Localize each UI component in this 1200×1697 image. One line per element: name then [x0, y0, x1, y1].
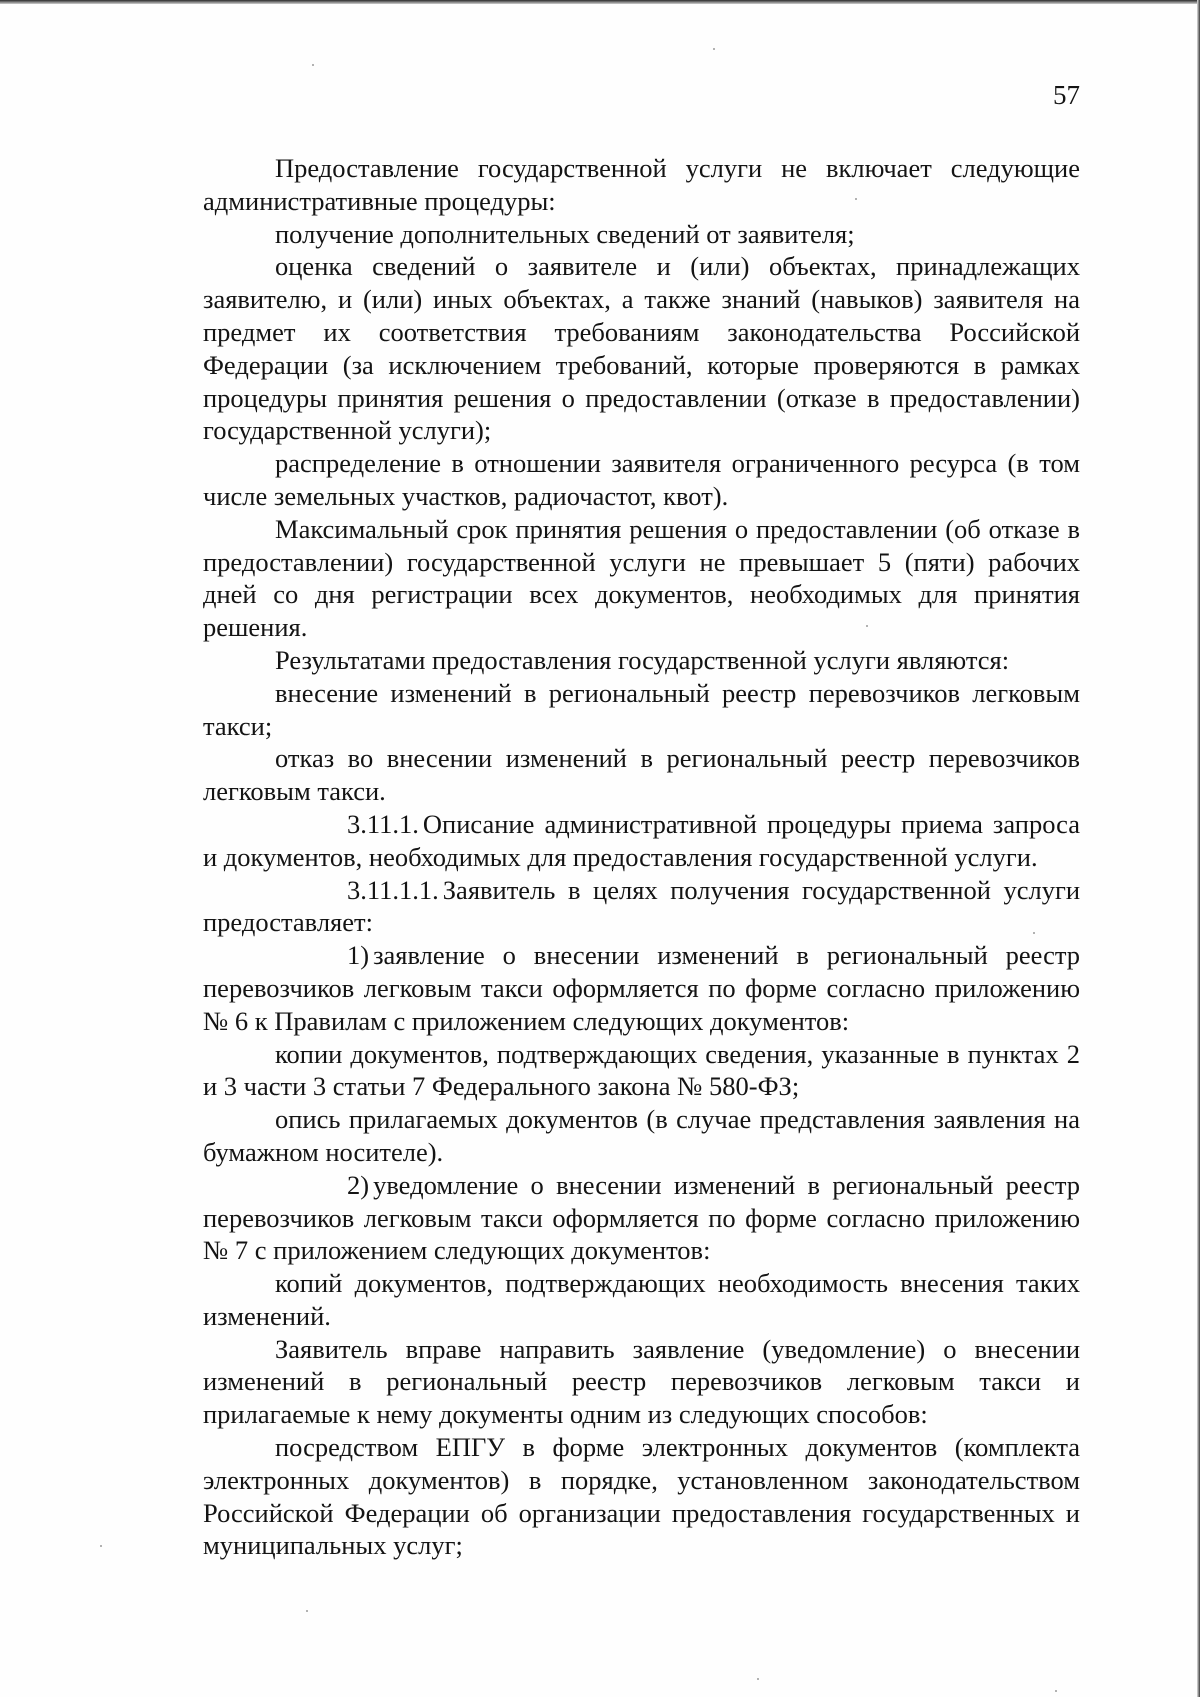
paragraph-applicant-assessment: оценка сведений о заявителе и (или) объектах, принадлежащих заявителю, и (или) иных объектах, а также знаний (навыков) заявителя на предмет их соответствия требованиям законодательства Российской Федерации (за исключением требований, которые проверяются в рамках процедуры принятия решения о предоставлении (отказе в предоставлении) государственной услуги);: [203, 251, 1080, 446]
page-number: 57: [1053, 80, 1080, 110]
paragraph-supporting-copies: копий документов, подтверждающих необходимость внесения таких изменений.: [203, 1268, 1080, 1331]
section-number: 3.11.1.: [347, 808, 419, 839]
paragraph-result-changes: внесение изменений в региональный реестр перевозчиков легковым такси;: [203, 677, 1080, 741]
scan-speck: [855, 198, 857, 200]
paragraph-section-3-11-1: [203, 808, 1080, 874]
item-number: 2): [347, 1169, 370, 1200]
section-text: Описание административной процедуры приема запроса и документов, необходимых для предоставления государственной услуги.: [203, 808, 1080, 872]
paragraph-result-refusal: отказ во внесении изменений в региональный реестр перевозчиков легковым такси.: [203, 743, 1080, 807]
scan-speck: [713, 48, 715, 50]
scan-speck: [1055, 1690, 1057, 1692]
item-text: заявление о внесении изменений в региональный реестр перевозчиков легковым такси оформляется по форме согласно приложению № 6 к Правилам с приложением следующих документов:: [203, 940, 1080, 1036]
paragraph-document-inventory: опись прилагаемых документов (в случае представления заявления на бумажном носителе).: [203, 1104, 1080, 1167]
paragraph-additional-info: получение дополнительных сведений от заявителя;: [275, 218, 855, 249]
paragraph-section-3-11-1-1: [203, 874, 1080, 940]
paragraph-item-1: [203, 939, 1080, 1037]
scan-speck: [306, 1610, 308, 1612]
section-text: Заявитель в целях получения государственной услуги предоставляет:: [203, 874, 1080, 938]
paragraph-excluded-procedures: Предоставление государственной услуги не включает следующие административные процедуры:: [203, 153, 1080, 216]
item-number: 1): [347, 940, 370, 971]
section-number: 3.11.1.1.: [347, 874, 439, 905]
paragraph-results-heading: Результатами предоставления государственной услуги являются:: [275, 644, 1010, 675]
paragraph-document-copies: копии документов, подтверждающих сведения, указанные в пунктах 2 и 3 части 3 статьи 7 Федерального закона № 580-ФЗ;: [203, 1038, 1080, 1102]
scan-speck: [866, 625, 868, 627]
scan-edge-top: [0, 0, 1200, 4]
paragraph-epgu-method: посредством ЕПГУ в форме электронных документов (комплекта электронных документов) в порядке, установленном законодательством Российской Федерации об организации предоставления государственных и муниципальных услуг;: [203, 1432, 1080, 1561]
paragraph-submission-methods: Заявитель вправе направить заявление (уведомление) о внесении изменений в региональный реестр перевозчиков легковым такси и прилагаемые к нему документы одним из следующих способов:: [203, 1333, 1080, 1430]
scan-speck: [1033, 932, 1035, 934]
scan-speck: [312, 64, 314, 66]
item-text: уведомление о внесении изменений в региональный реестр перевозчиков легковым такси оформляется по форме согласно приложению № 7 с приложением следующих документов:: [203, 1169, 1080, 1266]
scan-speck: [757, 1678, 759, 1680]
scan-speck: [100, 1545, 102, 1547]
document-body: [203, 152, 1080, 1562]
paragraph-item-2: [203, 1169, 1080, 1267]
paragraph-max-term: Максимальный срок принятия решения о предоставлении (об отказе в предоставлении) государственной услуги не превышает 5 (пяти) рабочих дней со дня регистрации всех документов, необходимых для принятия решения.: [203, 513, 1080, 643]
paragraph-resource-distribution: распределение в отношении заявителя ограниченного ресурса (в том числе земельных участков, радиочастот, квот).: [203, 448, 1080, 511]
